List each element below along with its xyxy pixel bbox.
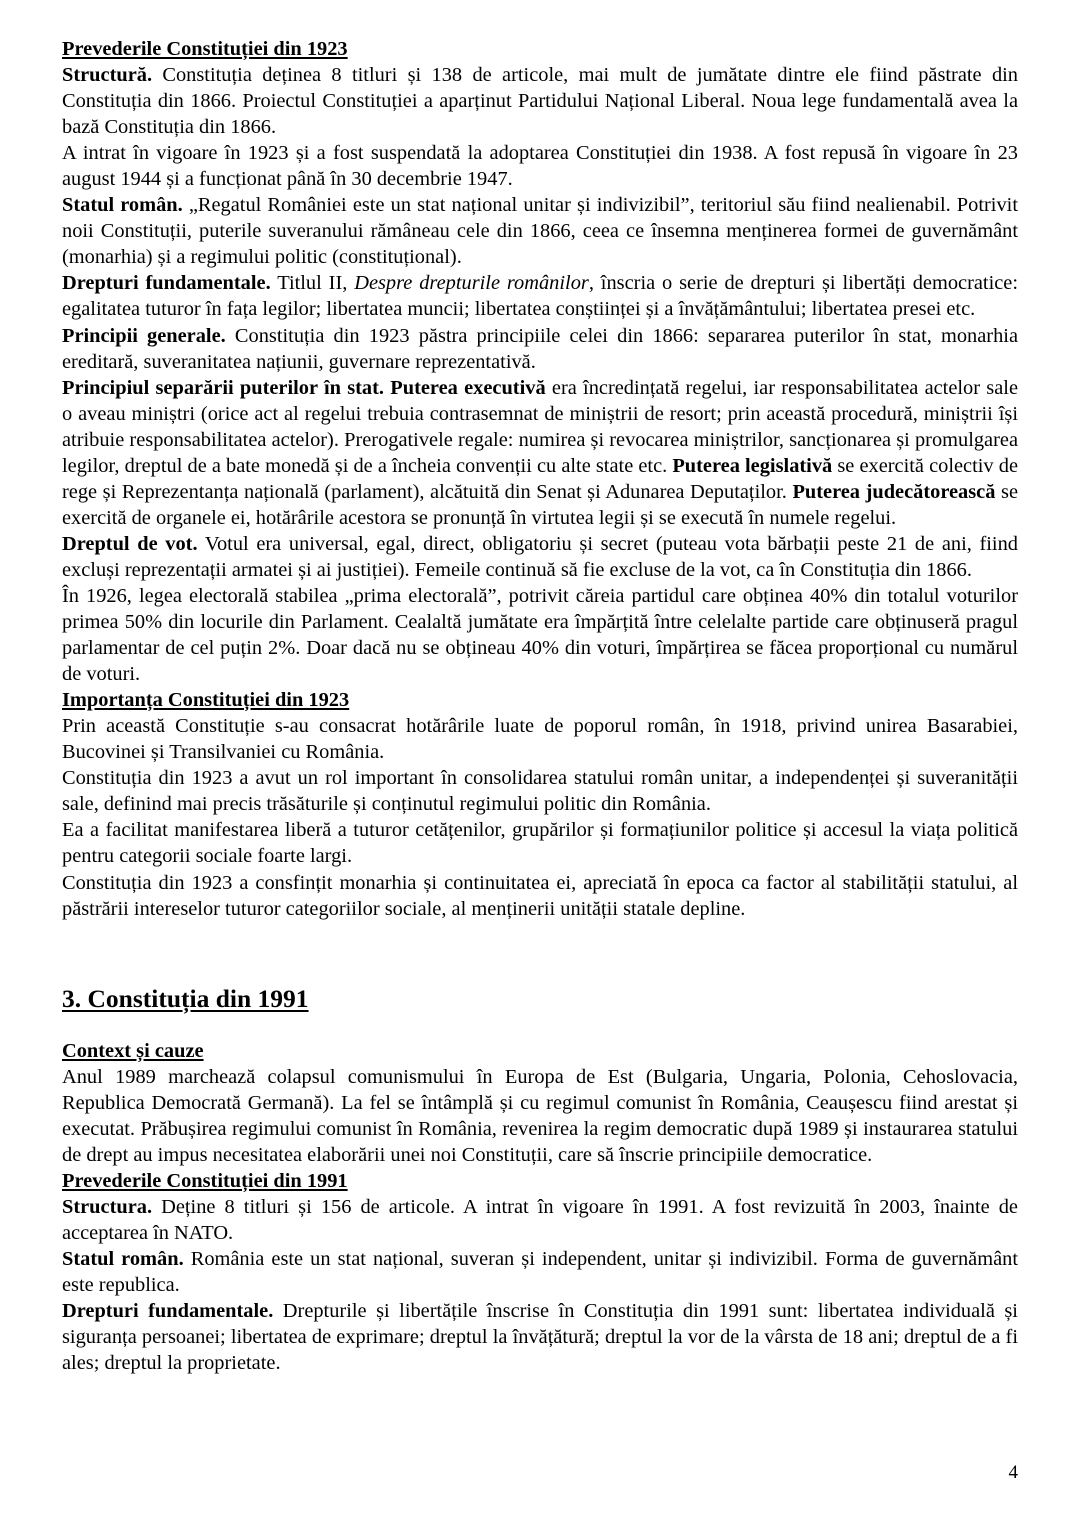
paragraph-importanta-4 [62,870,1018,922]
paragraph-statul-roman-1923 [62,192,1018,270]
paragraph-lege-electorala-1926 [62,583,1018,687]
paragraph-structura-1923 [62,62,1018,140]
paragraph-importanta-3 [62,817,1018,869]
paragraph-text: Deține 8 titluri și 156 de articole. A intrat în vigoare în 1991. A fost revizuită în 2003, înainte de acceptarea în NATO. [62,1195,1018,1244]
paragraph-lead-label: Statul român. [62,194,183,217]
paragraph-text: Constituția din 1923 a avut un rol important în consolidarea statului român unitar, a independenței și suveranității sale, definind mai precis trăsăturile și conținutul regimului politic din România. [62,767,1018,816]
paragraph-drepturi-fundamentale-1991 [62,1298,1018,1376]
paragraph-text: Drepturile și libertățile înscrise în Constituția din 1991 sunt: libertatea individuală și siguranța persoanei; libertatea de exprimare; dreptul la învățătură; dreptul la vor de la vârsta de 18 ani; dreptul de a fi ales; dreptul la proprietate. [62,1300,1018,1375]
heading-prevederile-constitutiei-1991: Prevederile Constituției din 1991 [62,1169,348,1192]
page-number: 4 [1008,1462,1018,1483]
paragraph-text: Votul era universal, egal, direct, obligatoriu și secret (puteau vota bărbații peste 21 de ani, fiind excluși reprezentații armatei și ai justiției). Femeile continuă să fie excluse de la vot, ca în Constituția din 1866. [62,532,1018,581]
paragraph-text-after-italic: , înscria o serie de drepturi și libertăți democratice: egalitatea tuturor în fața legilor; libertatea muncii; libertatea conștiinței și a învățământului; libertatea presei etc. [62,272,1019,321]
paragraph-lead-label: Dreptul de vot. [62,532,198,555]
paragraph-importanta-2 [62,765,1018,817]
segment-text: era încredințată regelui, iar responsabilitatea actelor sale o aveau miniștri (orice act al regelui trebuia contrasemnat de miniștrii de resort; prin această procedură, miniștrii își atribuie responsabilitatea actelor). Prerogativele regale: numirea și revocarea miniștrilor, sancționarea și promulgarea legilor, dreptul de a bate monedă și de a încheia convenții cu alte state etc. [62,376,1018,477]
paragraph-intrare-in-vigoare [62,140,1018,192]
paragraph-text: „Regatul României este un stat național unitar și indivizibil”, teritoriul său fiind nealienabil. Potrivit noii Constituții, puterile suveranului rămâneau cele din 1866, ceea ce însemna menținerea formei de guvernământ (monarhia) și a regimului politic (constituțional). [62,194,1018,269]
heading-importanta-constitutiei-1923: Importanța Constituției din 1923 [62,689,350,712]
spacer [62,1016,1018,1038]
italic-title-despre-drepturile-romanilor: Despre drepturile românilor [354,272,589,295]
paragraph-text: Constituția din 1923 a consfințit monarhia și continuitatea ei, apreciată în epoca ca factor al stabilității statului, al păstrării intereselor tuturor categoriilor sociale, al menținerii unității statale depline. [62,871,1018,920]
paragraph-text: În 1926, legea electorală stabilea „prima electorală”, potrivit căreia partidul care obținea 40% din totalul voturilor primea 50% din locurile din Parlament. Cealaltă jumătate era împărțită între celelalte partide care obținuseră pragul parlamentar de cel puțin 2%. Doar dacă nu se obțineau 40% din voturi, împărțirea se făcea proporțional cu numărul de voturi. [62,584,1018,686]
segment-bold-puterea-judecatoreasca: Puterea judecătorească [792,480,996,503]
paragraph-separarea-puterilor [62,375,1018,531]
paragraph-lead-label: Principii generale. [62,324,226,347]
paragraph-text: Constituția deținea 8 titluri și 138 de articole, mai mult de jumătate dintre ele fiind păstrate din Constituția din 1866. Proiectul Constituției a aparținut Partidului Național Liberal. Noua lege fundamentală avea la bază Constituția din 1866. [62,64,1018,139]
paragraph-text: Ea a facilitat manifestarea liberă a tuturor cetățenilor, grupărilor și formațiunilor politice și accesul la viața politică pentru categorii sociale foarte largi. [62,819,1018,868]
paragraph-context-si-cauze [62,1064,1018,1168]
document-body [62,36,1018,1376]
paragraph-lead-label: Principiul separării puterilor în stat. Puterea executivă [62,376,546,399]
paragraph-text: A intrat în vigoare în 1923 și a fost suspendată la adoptarea Constituției din 1938. A fost repusă în vigoare în 23 august 1944 și a funcționat până în 30 decembrie 1947. [62,142,1018,191]
section-heading-wrapper [62,982,1018,1016]
heading-section-3-constitutia-1991: 3. Constituția din 1991 [62,983,309,1013]
paragraph-text-before-italic: Titlul II, [270,272,355,295]
paragraph-structura-1991 [62,1194,1018,1246]
paragraph-dreptul-de-vot [62,531,1018,583]
paragraph-text: Constituția din 1923 păstra principiile celei din 1866: separarea puterilor în stat, monarhia ereditară, suveranitatea națiunii, guvernare reprezentativă. [62,324,1018,373]
paragraph-lead-label: Structură. [62,64,153,87]
paragraph-statul-roman-1991 [62,1246,1018,1298]
paragraph-lead-label: Structura. [62,1195,153,1218]
heading-prevederile-constitutiei-1923: Prevederile Constituției din 1923 [62,38,348,60]
segment-text: se exercită colectiv de rege și Reprezentanța națională (parlament), alcătuită din Senat și Adunarea Deputaților. [62,454,1018,503]
heading-context-si-cauze: Context și cauze [62,1039,204,1062]
paragraph-lead-label: Drepturi fundamentale. [62,272,271,295]
paragraph-text: Anul 1989 marchează colapsul comunismului în Europa de Est (Bulgaria, Ungaria, Polonia, Cehoslovacia, Republica Democrată Germană). La fel se întâmplă și cu regimul comunist în România, Ceaușescu fiind arestat și executat. Prăbușirea regimului comunist în România, revenirea la regim democratic după 1989 și instaurarea statului de drept au impus necesitatea elaborării unei noi Constituții, care să înscrie principiile democratice. [62,1065,1018,1166]
paragraph-lead-label: Drepturi fundamentale. [62,1300,274,1323]
segment-bold-puterea-legislativa: Puterea legislativă [672,454,833,477]
paragraph-importanta-1 [62,713,1018,765]
paragraph-principii-generale [62,323,1018,375]
segment-text: se exercită de organele ei, hotărârile acestora se pronunță în virtutea legii și se execută în numele regelui. [62,480,1018,529]
paragraph-text: România este un stat național, suveran și independent, unitar și indivizibil. Forma de guvernământ este republica. [62,1247,1018,1297]
paragraph-text: Prin această Constituție s-au consacrat hotărârile luate de poporul român, în 1918, privind unirea Basarabiei, Bucovinei și Transilvaniei cu România. [62,715,1018,764]
paragraph-drepturi-fundamentale-1923 [62,270,1018,322]
paragraph-lead-label: Statul român. [62,1247,184,1270]
